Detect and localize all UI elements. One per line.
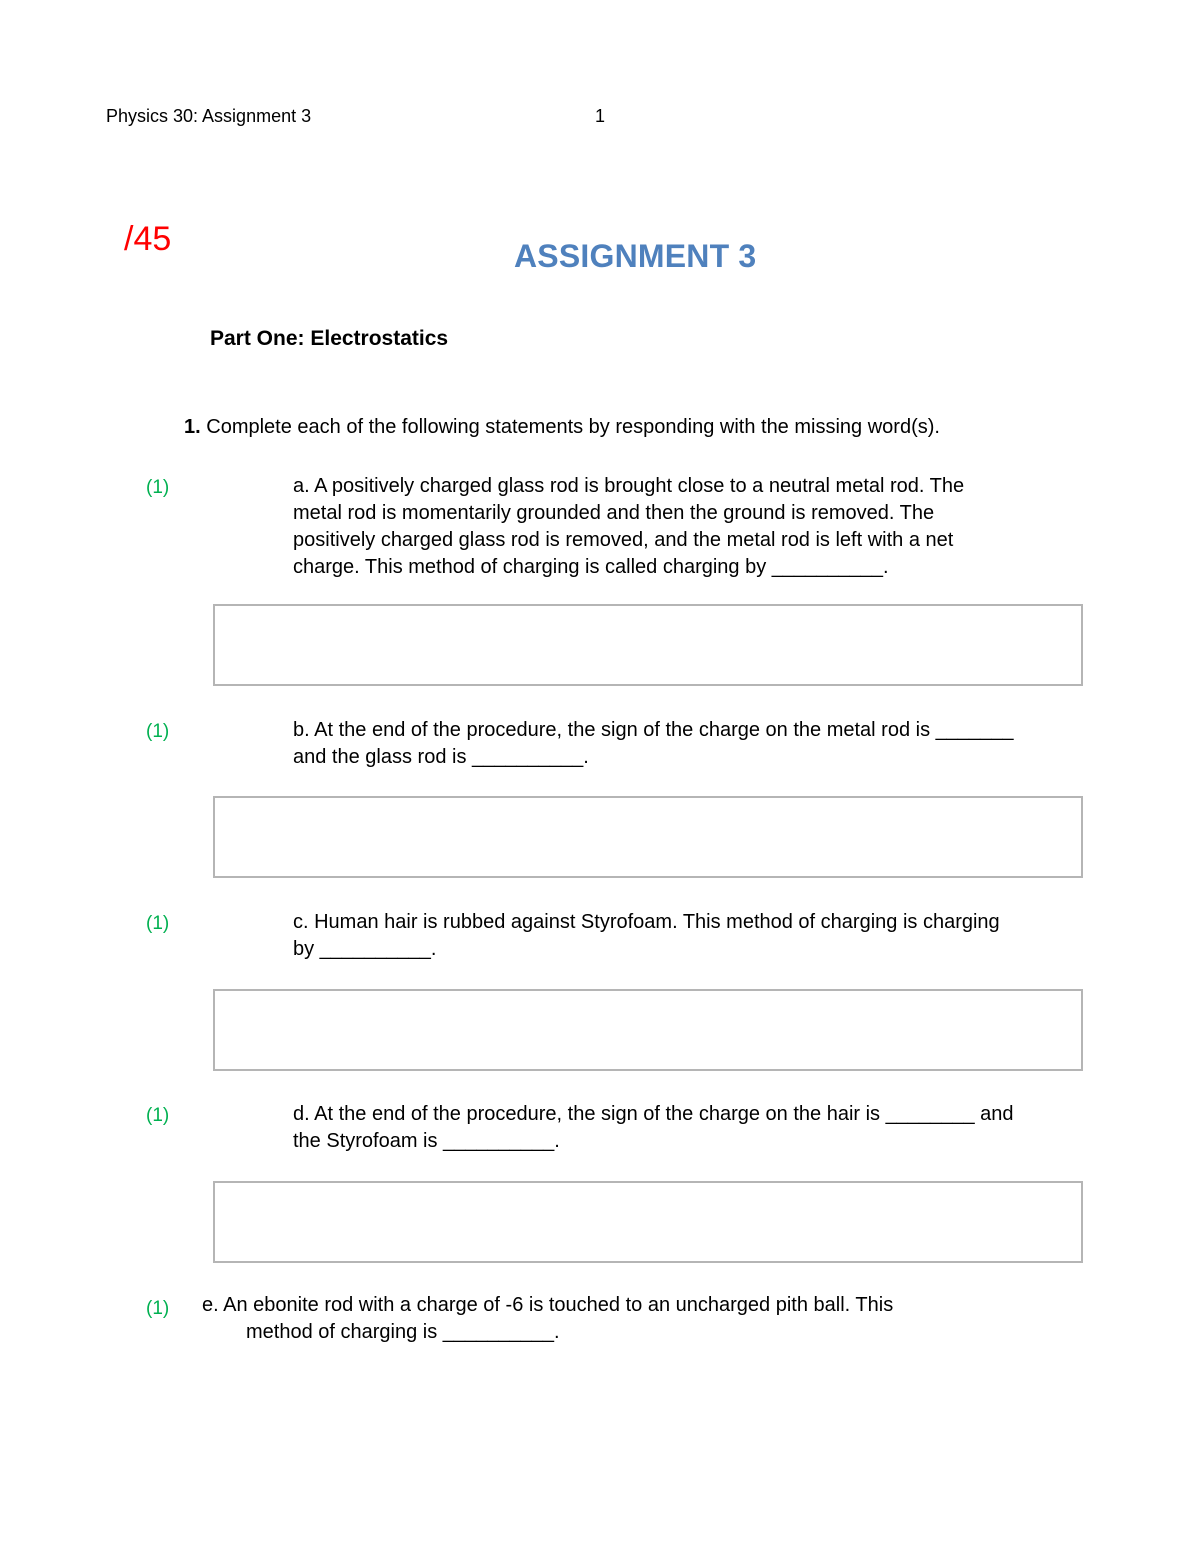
question-b-text xyxy=(293,717,1093,771)
mark-d: (1) xyxy=(146,1105,170,1126)
question-a-text xyxy=(293,473,1093,581)
page-title: ASSIGNMENT 3 xyxy=(514,238,757,274)
question-d-text xyxy=(293,1101,1093,1155)
header-page-number: 1 xyxy=(595,106,606,126)
question-b-line: and the glass rod is __________. xyxy=(293,746,589,768)
question-d-line: d. At the end of the procedure, the sign of the charge on the hair is ________ and xyxy=(293,1103,1014,1125)
question-1 xyxy=(184,416,940,439)
question-b-line: b. At the end of the procedure, the sign of the charge on the metal rod is _______ xyxy=(293,719,1014,741)
mark-b: (1) xyxy=(146,721,170,742)
question-c-line: by __________. xyxy=(293,938,437,960)
question-1-number: 1. xyxy=(184,416,201,438)
score-total: /45 xyxy=(124,220,172,258)
header-course: Physics 30: Assignment 3 xyxy=(106,106,312,126)
mark-c: (1) xyxy=(146,913,170,934)
question-a-line: metal rod is momentarily grounded and then the ground is removed. The xyxy=(293,502,935,524)
answer-box-c[interactable] xyxy=(213,989,1083,1071)
question-a-line: positively charged glass rod is removed, and the metal rod is left with a net xyxy=(293,529,954,551)
answer-box-d[interactable] xyxy=(213,1181,1083,1263)
mark-e: (1) xyxy=(146,1298,170,1319)
question-a-line: charge. This method of charging is called charging by __________. xyxy=(293,556,889,578)
answer-box-b[interactable] xyxy=(213,796,1083,878)
answer-box-a[interactable] xyxy=(213,604,1083,686)
question-1-text: Complete each of the following statements by responding with the missing word(s). xyxy=(206,416,940,438)
question-a-line: a. A positively charged glass rod is brought close to a neutral metal rod. The xyxy=(293,475,965,497)
question-e-line: method of charging is __________. xyxy=(246,1321,560,1343)
question-c-text xyxy=(293,909,1093,963)
question-e-line: e. An ebonite rod with a charge of -6 is touched to an uncharged pith ball. This xyxy=(202,1294,894,1316)
question-c-line: c. Human hair is rubbed against Styrofoam. This method of charging is charging xyxy=(293,911,1000,933)
mark-a: (1) xyxy=(146,477,170,498)
part-title: Part One: Electrostatics xyxy=(210,327,449,350)
question-d-line: the Styrofoam is __________. xyxy=(293,1130,560,1152)
